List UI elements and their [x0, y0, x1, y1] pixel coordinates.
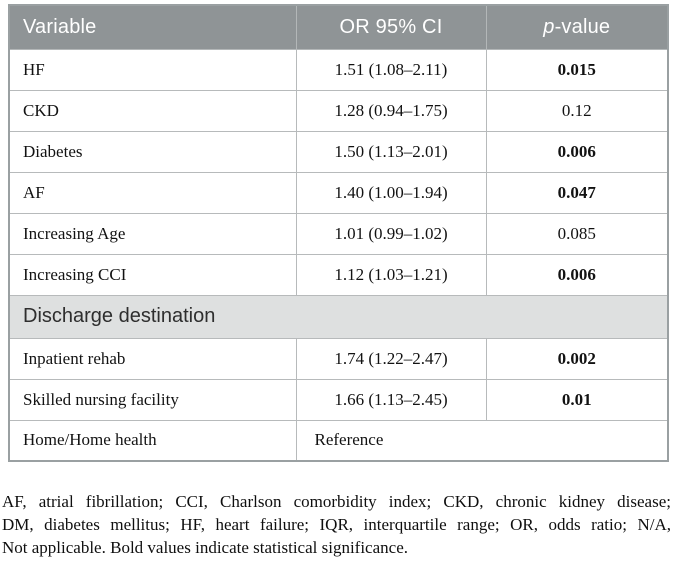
or-ci-cell: 1.74 (1.22–2.47) [296, 338, 486, 379]
reference-cell: Reference [296, 420, 668, 461]
variable-cell: Inpatient rehab [9, 338, 296, 379]
p-value-italic-p: p [543, 15, 555, 38]
p-value-cell: 0.006 [486, 254, 668, 295]
table-row-diabetes [9, 131, 668, 172]
column-header-variable: Variable [9, 5, 296, 49]
or-ci-cell: 1.50 (1.13–2.01) [296, 131, 486, 172]
variable-cell: HF [9, 49, 296, 90]
or-ci-cell: 1.51 (1.08–2.11) [296, 49, 486, 90]
or-ci-cell: 1.66 (1.13–2.45) [296, 379, 486, 420]
variable-cell: Diabetes [9, 131, 296, 172]
p-value-cell: 0.085 [486, 213, 668, 254]
variable-cell: Home/Home health [9, 420, 296, 461]
p-value-suffix: -value [554, 15, 611, 38]
p-value-cell: 0.006 [486, 131, 668, 172]
table-row-increasing-cci [9, 254, 668, 295]
table-row-hf [9, 49, 668, 90]
section-header-discharge-destination: Discharge destination [9, 295, 668, 338]
table-row-af [9, 172, 668, 213]
footnote-line-1: AF, atrial fibrillation; CCI, Charlson comorbidity index; CKD, chronic kidney disease; [2, 492, 671, 511]
p-value-cell: 0.047 [486, 172, 668, 213]
or-ci-cell: 1.28 (0.94–1.75) [296, 90, 486, 131]
p-value-cell: 0.01 [486, 379, 668, 420]
table-row-home-home-health [9, 420, 668, 461]
p-value-cell: 0.12 [486, 90, 668, 131]
column-header-or-ci: OR 95% CI [296, 5, 486, 49]
table-row-increasing-age [9, 213, 668, 254]
table-row-inpatient-rehab [9, 338, 668, 379]
p-value-cell: 0.002 [486, 338, 668, 379]
or-ci-cell: 1.40 (1.00–1.94) [296, 172, 486, 213]
footnote-line-3: Not applicable. Bold values indicate statistical significance. [2, 538, 408, 557]
header-row [9, 5, 668, 49]
column-header-p-value [486, 5, 668, 49]
variable-cell: CKD [9, 90, 296, 131]
variable-cell: Skilled nursing facility [9, 379, 296, 420]
variable-cell: Increasing Age [9, 213, 296, 254]
or-ci-cell: 1.01 (0.99–1.02) [296, 213, 486, 254]
regression-results-table [8, 4, 669, 462]
variable-cell: AF [9, 172, 296, 213]
p-value-cell: 0.015 [486, 49, 668, 90]
or-ci-cell: 1.12 (1.03–1.21) [296, 254, 486, 295]
section-header-row [9, 295, 668, 338]
table-row-skilled-nursing-facility [9, 379, 668, 420]
table-footnote [2, 490, 671, 559]
table-row-ckd [9, 90, 668, 131]
footnote-line-2: DM, diabetes mellitus; HF, heart failure; IQR, interquartile range; OR, odds ratio; N/A, [2, 515, 671, 534]
variable-cell: Increasing CCI [9, 254, 296, 295]
